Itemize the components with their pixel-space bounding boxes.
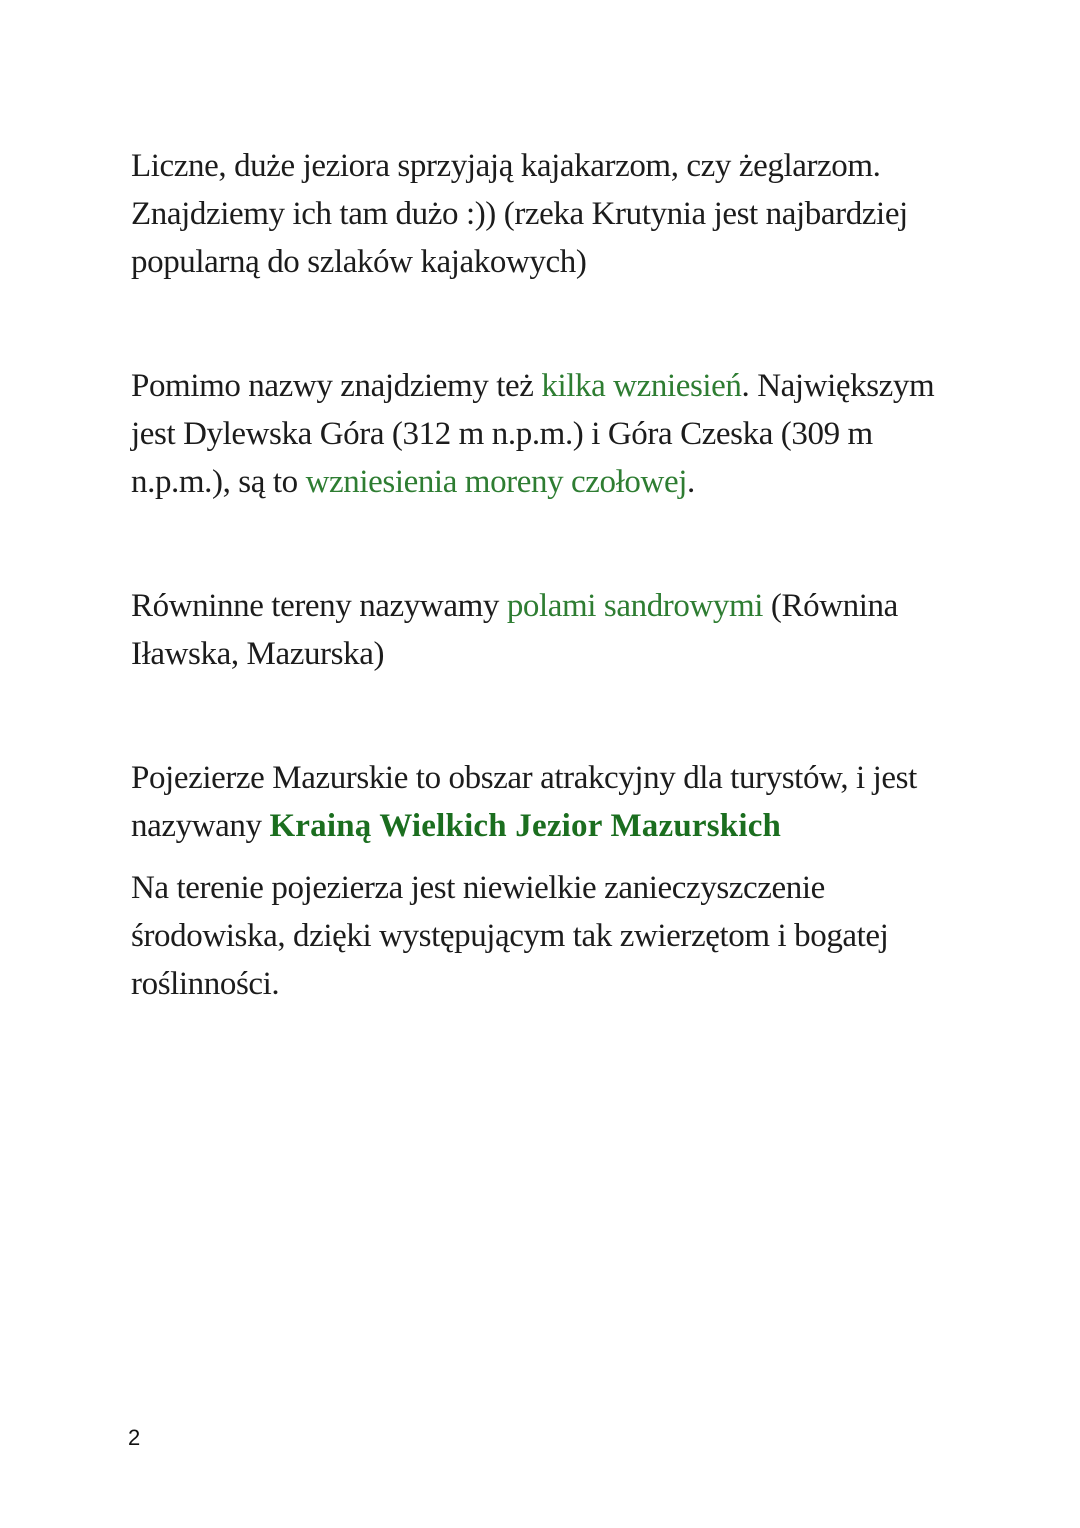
- paragraph-hills: [131, 362, 971, 506]
- paragraph-environment-text: Na terenie pojezierza jest niewielkie zanieczyszczenie środowiska, dzięki występującym tak zwierzętom i bogatej roślinności.: [131, 870, 889, 1002]
- paragraph-plains-text-2: (Równina Iławska, Mazurska): [131, 588, 898, 672]
- page-number: 2: [128, 1425, 141, 1450]
- paragraph-hills-text-1: Pomimo nazwy znajdziemy też: [131, 368, 542, 404]
- paragraph-tourism-text-1: Pojezierze Mazurskie to obszar atrakcyjny dla turystów, i jest nazywany: [131, 760, 917, 844]
- paragraph-hills-text-2: . Największym jest Dylewska Góra (312 m n.p.m.) i Góra Czeska (309 m n.p.m.), są to: [131, 368, 935, 500]
- paragraph-lakes-text: Liczne, duże jeziora sprzyjają kajakarzom, czy żeglarzom. Znajdziemy ich tam dużo :)) (rzeka Krutynia jest najbardziej popularną do szlaków kajakowych): [131, 148, 908, 280]
- paragraph-lakes: [131, 142, 971, 286]
- highlight-moreny-czolowej: wzniesienia moreny czołowej: [305, 464, 687, 500]
- paragraph-environment: [131, 864, 971, 1008]
- paragraph-tourism: [131, 754, 971, 850]
- highlight-kraina-wielkich-jezior: Krainą Wielkich Jezior Mazurskich: [269, 808, 782, 844]
- paragraph-plains-text-1: Równinne tereny nazywamy: [131, 588, 507, 624]
- paragraph-plains: [131, 582, 971, 678]
- highlight-kilka-wzniesien: kilka wzniesień: [541, 368, 742, 404]
- highlight-pola-sandrowe: polami sandrowymi: [506, 588, 764, 624]
- paragraph-hills-text-3: .: [686, 464, 695, 500]
